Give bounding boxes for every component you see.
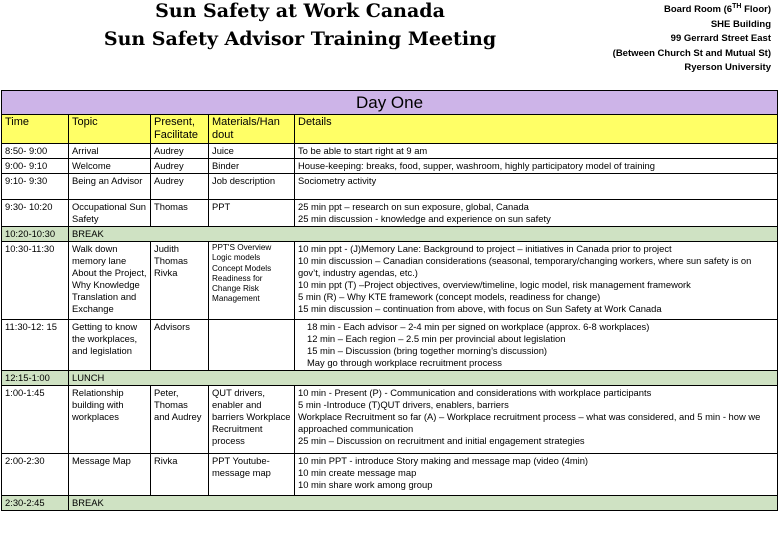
- schedule-row: [2, 242, 778, 320]
- materials-cell: QUT drivers, enabler and barriers Workplace Recruitment process: [209, 386, 295, 454]
- detail-line: 18 min - Each advisor – 2-4 min per signed on workplace (approx. 6-8 workplaces): [307, 321, 650, 332]
- topic-cell: Being an Advisor: [69, 174, 151, 200]
- topic-cell: Occupational Sun Safety: [69, 200, 151, 227]
- detail-line: 10 min ppt (T) –Project objectives, overview/timeline, logic model, risk management framework: [298, 279, 691, 290]
- detail-line: 25 min – Discussion on recruitment and initial engagement strategies: [298, 435, 585, 446]
- detail-line: 10 min discussion – Canadian considerations (seasonal, temporary/changing workers, where sun safety is on gov’t, industry agendas, etc.): [298, 255, 752, 278]
- time-cell: 9:00- 9:10: [2, 159, 69, 174]
- time-cell: 9:30- 10:20: [2, 200, 69, 227]
- break-row: [2, 227, 778, 242]
- materials-cell: [209, 320, 295, 371]
- column-header: Materials/Han dout: [209, 115, 295, 144]
- presenter-cell: Audrey: [151, 159, 209, 174]
- column-header: Details: [295, 115, 778, 144]
- detail-line: Sociometry activity: [298, 175, 377, 186]
- schedule-table: [1, 90, 778, 511]
- break-label: LUNCH: [69, 371, 778, 386]
- detail-line: 15 min discussion – continuation from above, with focus on Sun Safety at Work Canada: [298, 303, 662, 314]
- time-cell: 1:00-1:45: [2, 386, 69, 454]
- detail-line: 25 min discussion - knowledge and experience on sun safety: [298, 213, 551, 224]
- schedule-row: [2, 320, 778, 371]
- materials-cell: Job description: [209, 174, 295, 200]
- time-cell: 11:30-12: 15: [2, 320, 69, 371]
- materials-cell: PPT: [209, 200, 295, 227]
- presenter-cell: Thomas: [151, 200, 209, 227]
- schedule-row: [2, 386, 778, 454]
- column-header: Present, Facilitate: [151, 115, 209, 144]
- meeting-location: [613, 0, 771, 76]
- topic-cell: Getting to know the workplaces, and legislation: [69, 320, 151, 371]
- detail-line: 15 min – Discussion (bring together morning’s discussion): [307, 345, 548, 356]
- presenter-cell: Advisors: [151, 320, 209, 371]
- details-cell: [295, 200, 778, 227]
- presenter-cell: Audrey: [151, 144, 209, 159]
- column-header: Time: [2, 115, 69, 144]
- schedule-row: [2, 144, 778, 159]
- detail-line: 10 min ppt - (J)Memory Lane: Background to project – initiatives in Canada prior to project: [298, 243, 672, 254]
- break-label: BREAK: [69, 227, 778, 242]
- time-cell: 2:00-2:30: [2, 454, 69, 496]
- day-label: Day One: [2, 91, 778, 115]
- details-cell: [295, 454, 778, 496]
- time-cell: 9:10- 9:30: [2, 174, 69, 200]
- break-row: [2, 371, 778, 386]
- details-cell: [295, 174, 778, 200]
- topic-cell: Message Map: [69, 454, 151, 496]
- materials-cell: Juice: [209, 144, 295, 159]
- time-cell: 10:30-11:30: [2, 242, 69, 320]
- detail-line: 10 min create message map: [298, 467, 417, 478]
- document-title: Sun Safety at Work Canada: [155, 0, 445, 22]
- presenter-cell: Rivka: [151, 454, 209, 496]
- time-cell: 12:15-1:00: [2, 371, 69, 386]
- detail-line: House-keeping: breaks, food, supper, washroom, highly participatory model of training: [298, 160, 655, 171]
- presenter-cell: Audrey: [151, 174, 209, 200]
- details-cell: [295, 144, 778, 159]
- details-cell: [295, 320, 778, 371]
- presenter-cell: Judith Thomas Rivka: [151, 242, 209, 320]
- detail-line: 5 min (R) – Why KTE framework (concept models, readiness for change): [298, 291, 601, 302]
- details-cell: [295, 159, 778, 174]
- time-cell: 8:50- 9:00: [2, 144, 69, 159]
- detail-line: 12 min – Each region – 2.5 min per provincial about legislation: [307, 333, 566, 344]
- header-row: [2, 115, 778, 144]
- building-line: SHE Building: [710, 18, 771, 30]
- detail-line: May go through workplace recruitment process: [307, 357, 502, 368]
- materials-cell: PPT'S Overview Logic models Concept Models Readiness for Change Risk Management: [209, 242, 295, 320]
- detail-line: Workplace Recruitment so far (A) – Workplace recruitment process – what was considered, and 5 min - how we approached communication: [298, 411, 761, 434]
- materials-cell: PPT Youtube- message map: [209, 454, 295, 496]
- column-header: Topic: [69, 115, 151, 144]
- detail-line: 10 min - Present (P) - Communication and considerations with workplace participants: [298, 387, 652, 398]
- schedule-row: [2, 200, 778, 227]
- street-line: 99 Gerrard Street East: [670, 33, 771, 45]
- detail-line: 10 min PPT - introduce Story making and message map (video (4min): [298, 455, 589, 466]
- materials-cell: Binder: [209, 159, 295, 174]
- schedule-row: [2, 454, 778, 496]
- details-cell: [295, 242, 778, 320]
- break-row: [2, 496, 778, 511]
- schedule-row: [2, 159, 778, 174]
- topic-cell: Arrival: [69, 144, 151, 159]
- between-line: (Between Church St and Mutual St): [612, 47, 771, 59]
- break-label: BREAK: [69, 496, 778, 511]
- time-cell: 10:20-10:30: [2, 227, 69, 242]
- document-subtitle: Sun Safety Advisor Training Meeting: [103, 28, 497, 50]
- day-row: [2, 91, 778, 115]
- topic-cell: Welcome: [69, 159, 151, 174]
- detail-line: 25 min ppt – research on sun exposure, global, Canada: [298, 201, 529, 212]
- detail-line: 10 min share work among group: [298, 479, 433, 490]
- detail-line: To be able to start right at 9 am: [298, 145, 428, 156]
- university-line: Ryerson University: [684, 62, 771, 74]
- room-line: Board Room (6TH Floor): [664, 3, 771, 16]
- details-cell: [295, 386, 778, 454]
- time-cell: 2:30-2:45: [2, 496, 69, 511]
- topic-cell: Relationship building with workplaces: [69, 386, 151, 454]
- schedule-row: [2, 174, 778, 200]
- detail-line: 5 min -Introduce (T)QUT drivers, enablers, barriers: [298, 399, 509, 410]
- presenter-cell: Peter, Thomas and Audrey: [151, 386, 209, 454]
- topic-cell: Walk down memory lane About the Project, Why Knowledge Translation and Exchange: [69, 242, 151, 320]
